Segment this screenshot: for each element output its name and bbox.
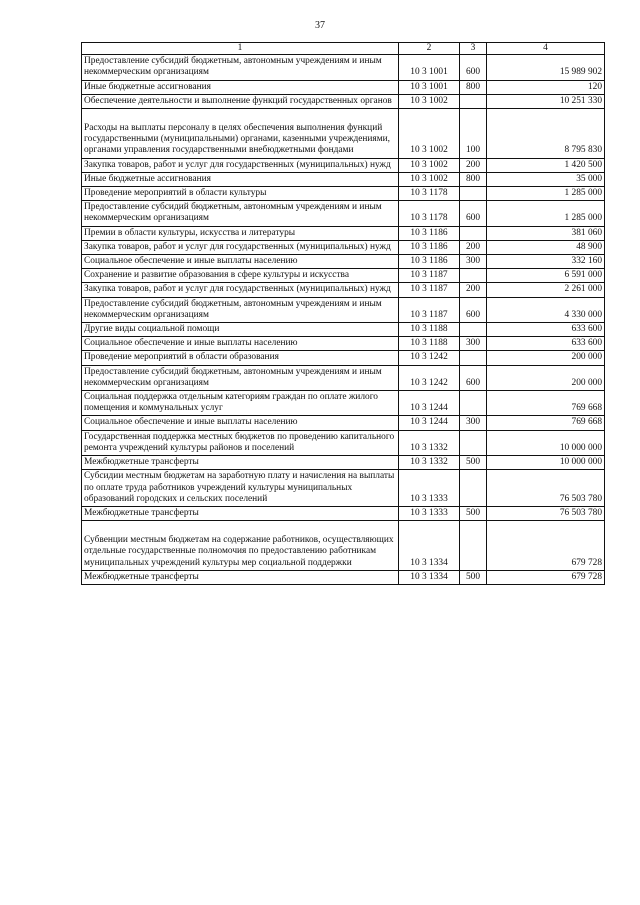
row-amount-cell: 769 668 xyxy=(487,391,605,416)
row-type-cell: 200 xyxy=(460,158,487,172)
table-row xyxy=(82,94,605,108)
row-code-cell: 10 3 1332 xyxy=(399,430,460,455)
row-amount-cell: 1 285 000 xyxy=(487,187,605,201)
row-type-cell: 600 xyxy=(460,297,487,322)
table-row xyxy=(82,470,605,507)
table-row xyxy=(82,283,605,297)
row-amount-cell: 200 000 xyxy=(487,365,605,390)
row-type-cell xyxy=(460,94,487,108)
row-name-cell: Другие виды социальной помощи xyxy=(82,323,399,337)
row-name-cell: Межбюджетные трансферты xyxy=(82,506,399,520)
row-amount-cell: 10 251 330 xyxy=(487,94,605,108)
header-row xyxy=(82,43,605,55)
table-row xyxy=(82,109,605,159)
row-code-cell: 10 3 1242 xyxy=(399,365,460,390)
row-name-cell: Обеспечение деятельности и выполнение функций государственных органов xyxy=(82,94,399,108)
row-name-cell: Межбюджетные трансферты xyxy=(82,456,399,470)
row-name-cell: Иные бюджетные ассигнования xyxy=(82,80,399,94)
row-amount-cell: 679 728 xyxy=(487,521,605,571)
row-name-cell: Субсидии местным бюджетам на заработную плату и начисления на выплаты по оплате труда работников учреждений культуры муниципальных образований городских и сельских поселений xyxy=(82,470,399,507)
table-row xyxy=(82,391,605,416)
row-name-cell: Проведение мероприятий в области культуры xyxy=(82,187,399,201)
row-type-cell: 300 xyxy=(460,255,487,269)
row-amount-cell: 76 503 780 xyxy=(487,506,605,520)
row-amount-cell: 1 420 500 xyxy=(487,158,605,172)
row-name-cell: Межбюджетные трансферты xyxy=(82,570,399,584)
row-name-cell: Закупка товаров, работ и услуг для государственных (муниципальных) нужд xyxy=(82,240,399,254)
row-amount-cell: 4 330 000 xyxy=(487,297,605,322)
table-row xyxy=(82,506,605,520)
row-name-cell: Социальное обеспечение и иные выплаты населению xyxy=(82,255,399,269)
table-row xyxy=(82,297,605,322)
table-row xyxy=(82,570,605,584)
table-row xyxy=(82,55,605,80)
row-name-cell: Закупка товаров, работ и услуг для государственных (муниципальных) нужд xyxy=(82,283,399,297)
row-amount-cell: 48 900 xyxy=(487,240,605,254)
row-type-cell xyxy=(460,226,487,240)
row-amount-cell: 120 xyxy=(487,80,605,94)
row-name-cell: Социальное обеспечение и иные выплаты населению xyxy=(82,416,399,430)
row-amount-cell: 633 600 xyxy=(487,337,605,351)
row-code-cell: 10 3 1186 xyxy=(399,226,460,240)
table-row xyxy=(82,201,605,226)
row-type-cell: 800 xyxy=(460,80,487,94)
table-row xyxy=(82,351,605,365)
row-code-cell: 10 3 1332 xyxy=(399,456,460,470)
table-row xyxy=(82,240,605,254)
row-name-cell: Социальное обеспечение и иные выплаты населению xyxy=(82,337,399,351)
column-header: 1 xyxy=(82,43,399,55)
row-type-cell xyxy=(460,391,487,416)
row-type-cell: 500 xyxy=(460,456,487,470)
row-type-cell xyxy=(460,187,487,201)
row-code-cell: 10 3 1333 xyxy=(399,470,460,507)
row-type-cell: 500 xyxy=(460,570,487,584)
row-type-cell: 100 xyxy=(460,109,487,159)
row-name-cell: Сохранение и развитие образования в сфере культуры и искусства xyxy=(82,269,399,283)
row-code-cell: 10 3 1333 xyxy=(399,506,460,520)
row-name-cell: Предоставление субсидий бюджетным, автономным учреждениям и иным некоммерческим организациям xyxy=(82,201,399,226)
row-code-cell: 10 3 1002 xyxy=(399,172,460,186)
row-name-cell: Предоставление субсидий бюджетным, автономным учреждениям и иным некоммерческим организациям xyxy=(82,365,399,390)
row-code-cell: 10 3 1001 xyxy=(399,80,460,94)
row-amount-cell: 381 060 xyxy=(487,226,605,240)
table-row xyxy=(82,430,605,455)
row-code-cell: 10 3 1178 xyxy=(399,187,460,201)
row-type-cell: 200 xyxy=(460,240,487,254)
row-type-cell: 300 xyxy=(460,337,487,351)
row-type-cell xyxy=(460,430,487,455)
row-code-cell: 10 3 1187 xyxy=(399,269,460,283)
row-type-cell: 300 xyxy=(460,416,487,430)
column-header: 2 xyxy=(399,43,460,55)
row-amount-cell: 76 503 780 xyxy=(487,470,605,507)
table-row xyxy=(82,456,605,470)
row-name-cell: Предоставление субсидий бюджетным, автономным учреждениям и иным некоммерческим организациям xyxy=(82,55,399,80)
table-row xyxy=(82,416,605,430)
row-code-cell: 10 3 1242 xyxy=(399,351,460,365)
row-code-cell: 10 3 1188 xyxy=(399,337,460,351)
row-code-cell: 10 3 1186 xyxy=(399,255,460,269)
row-amount-cell: 1 285 000 xyxy=(487,201,605,226)
table-row xyxy=(82,172,605,186)
row-code-cell: 10 3 1002 xyxy=(399,94,460,108)
row-name-cell: Проведение мероприятий в области образования xyxy=(82,351,399,365)
row-amount-cell: 633 600 xyxy=(487,323,605,337)
row-name-cell: Государственная поддержка местных бюджетов по проведению капитального ремонта учреждений культуры районов и поселений xyxy=(82,430,399,455)
row-code-cell: 10 3 1001 xyxy=(399,55,460,80)
row-type-cell: 600 xyxy=(460,201,487,226)
row-code-cell: 10 3 1334 xyxy=(399,570,460,584)
row-code-cell: 10 3 1186 xyxy=(399,240,460,254)
row-amount-cell: 35 000 xyxy=(487,172,605,186)
row-code-cell: 10 3 1187 xyxy=(399,283,460,297)
row-type-cell: 800 xyxy=(460,172,487,186)
table-body xyxy=(82,55,605,585)
row-code-cell: 10 3 1334 xyxy=(399,521,460,571)
row-name-cell: Расходы на выплаты персоналу в целях обеспечения выполнения функций государственными (муниципальными) органами, казенными учреждениями, органами управления государственными внебюджетными фондами xyxy=(82,109,399,159)
row-amount-cell: 10 000 000 xyxy=(487,430,605,455)
row-code-cell: 10 3 1187 xyxy=(399,297,460,322)
row-name-cell: Социальная поддержка отдельным категориям граждан по оплате жилого помещения и коммунальных услуг xyxy=(82,391,399,416)
row-amount-cell: 6 591 000 xyxy=(487,269,605,283)
column-header: 3 xyxy=(460,43,487,55)
row-name-cell: Иные бюджетные ассигнования xyxy=(82,172,399,186)
row-type-cell xyxy=(460,470,487,507)
row-type-cell: 200 xyxy=(460,283,487,297)
table-row xyxy=(82,365,605,390)
row-code-cell: 10 3 1178 xyxy=(399,201,460,226)
row-amount-cell: 332 160 xyxy=(487,255,605,269)
row-type-cell: 600 xyxy=(460,55,487,80)
row-amount-cell: 10 000 000 xyxy=(487,456,605,470)
row-code-cell: 10 3 1244 xyxy=(399,391,460,416)
page-number: 37 xyxy=(315,20,325,31)
row-amount-cell: 8 795 830 xyxy=(487,109,605,159)
row-code-cell: 10 3 1002 xyxy=(399,109,460,159)
row-amount-cell: 2 261 000 xyxy=(487,283,605,297)
table-row xyxy=(82,323,605,337)
row-amount-cell: 769 668 xyxy=(487,416,605,430)
row-code-cell: 10 3 1188 xyxy=(399,323,460,337)
row-name-cell: Закупка товаров, работ и услуг для государственных (муниципальных) нужд xyxy=(82,158,399,172)
row-type-cell xyxy=(460,269,487,283)
row-type-cell xyxy=(460,323,487,337)
row-type-cell xyxy=(460,521,487,571)
row-name-cell: Предоставление субсидий бюджетным, автономным учреждениям и иным некоммерческим организациям xyxy=(82,297,399,322)
row-type-cell: 600 xyxy=(460,365,487,390)
table-row xyxy=(82,187,605,201)
table-row xyxy=(82,337,605,351)
table-row xyxy=(82,226,605,240)
row-name-cell: Субвенции местным бюджетам на содержание работников, осуществляющих отдельные государственные полномочия по предоставлению работникам муниципальных учреждений культуры мер социальной поддержки xyxy=(82,521,399,571)
row-amount-cell: 679 728 xyxy=(487,570,605,584)
row-amount-cell: 15 989 902 xyxy=(487,55,605,80)
budget-table xyxy=(81,42,605,585)
table-row xyxy=(82,269,605,283)
row-amount-cell: 200 000 xyxy=(487,351,605,365)
row-code-cell: 10 3 1244 xyxy=(399,416,460,430)
column-header: 4 xyxy=(487,43,605,55)
table-row xyxy=(82,158,605,172)
row-type-cell xyxy=(460,351,487,365)
table-row xyxy=(82,255,605,269)
table-row xyxy=(82,80,605,94)
row-code-cell: 10 3 1002 xyxy=(399,158,460,172)
row-type-cell: 500 xyxy=(460,506,487,520)
table-row xyxy=(82,521,605,571)
row-name-cell: Премии в области культуры, искусства и литературы xyxy=(82,226,399,240)
